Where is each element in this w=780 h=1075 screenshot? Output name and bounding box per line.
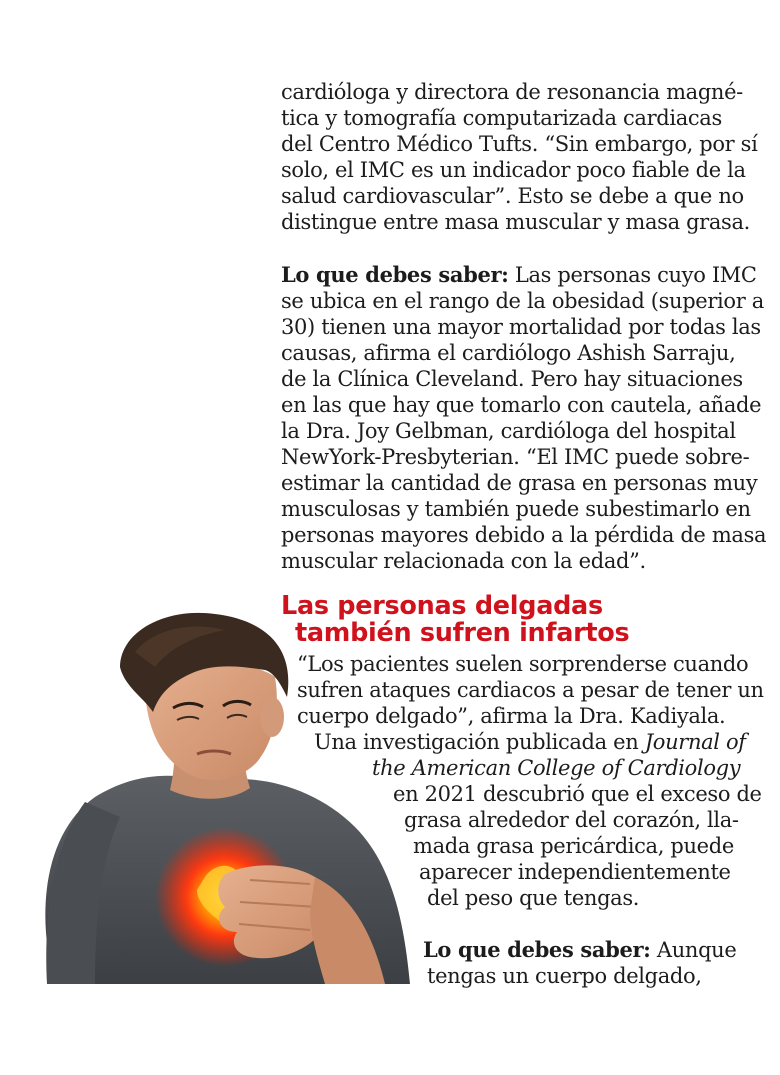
section-line-10: del peso que tengas.: [427, 886, 640, 910]
know-line-4: causas, afirma el cardiólogo Ashish Sarraju,: [281, 341, 736, 365]
section-heading-line-1: Las personas delgadas: [281, 591, 603, 621]
section-line-7: grasa alrededor del corazón, lla-: [404, 808, 739, 832]
know2-text: Aunque: [650, 938, 737, 962]
know-label-1: Lo que debes saber:: [281, 262, 509, 287]
section-line-8: mada grasa pericárdica, puede: [413, 834, 734, 858]
know-line-9: estimar la cantidad de grasa en personas muy: [281, 471, 758, 495]
intro-line-1: cardióloga y directora de resonancia magné-: [281, 80, 743, 104]
know-line-3: 30) tienen una mayor mortalidad por todas las: [281, 315, 761, 339]
know-text: Las personas cuyo IMC: [508, 263, 757, 287]
journal-name-2: the American College of Cardiology: [372, 756, 741, 780]
section-line-6: en 2021 descubrió que el exceso de: [393, 782, 762, 806]
know-line-6: en las que hay que tomarlo con cautela, añade: [281, 393, 762, 417]
section-line-3: cuerpo delgado”, afirma la Dra. Kadiyala.: [297, 704, 726, 728]
section-line-4: [314, 729, 746, 755]
know-line-8: NewYork-Presbyterian. “El IMC puede sobre-: [281, 445, 750, 469]
section-line-1: “Los pacientes suelen sorprenderse cuando: [297, 652, 749, 676]
section-line-5: [372, 755, 740, 781]
know-line-11: personas mayores debido a la pérdida de masa: [281, 523, 767, 547]
know-line-5: de la Clínica Cleveland. Pero hay situaciones: [281, 367, 743, 391]
intro-line-2: tica y tomografía computarizada cardiacas: [281, 106, 722, 130]
section-heading-line-2: también sufren infartos: [295, 618, 630, 648]
know2-line-1: [423, 937, 736, 963]
know-line-10: musculosas y también puede subestimarlo en: [281, 497, 751, 521]
journal-name-1: Journal of: [644, 730, 746, 754]
intro-line-6: distingue entre masa muscular y masa grasa.: [281, 210, 750, 234]
intro-line-5: salud cardiovascular”. Esto se debe a que no: [281, 184, 744, 208]
know-line-1: [281, 262, 757, 288]
know2-line-2: tengas un cuerpo delgado,: [427, 964, 702, 988]
section-line-2: sufren ataques cardiacos a pesar de tener un: [297, 678, 764, 702]
intro-line-4: solo, el IMC es un indicador poco fiable de la: [281, 158, 746, 182]
know-line-2: se ubica en el rango de la obesidad (superior a: [281, 289, 764, 313]
know-label-2: Lo que debes saber:: [423, 937, 651, 962]
intro-line-3: del Centro Médico Tufts. “Sin embargo, por sí: [281, 132, 758, 156]
know-line-7: la Dra. Joy Gelbman, cardióloga del hospital: [281, 419, 736, 443]
section-line-4-text: Una investigación publicada en: [314, 730, 645, 754]
know-line-12: muscular relacionada con la edad”.: [281, 549, 646, 573]
section-line-9: aparecer independientemente: [419, 860, 731, 884]
